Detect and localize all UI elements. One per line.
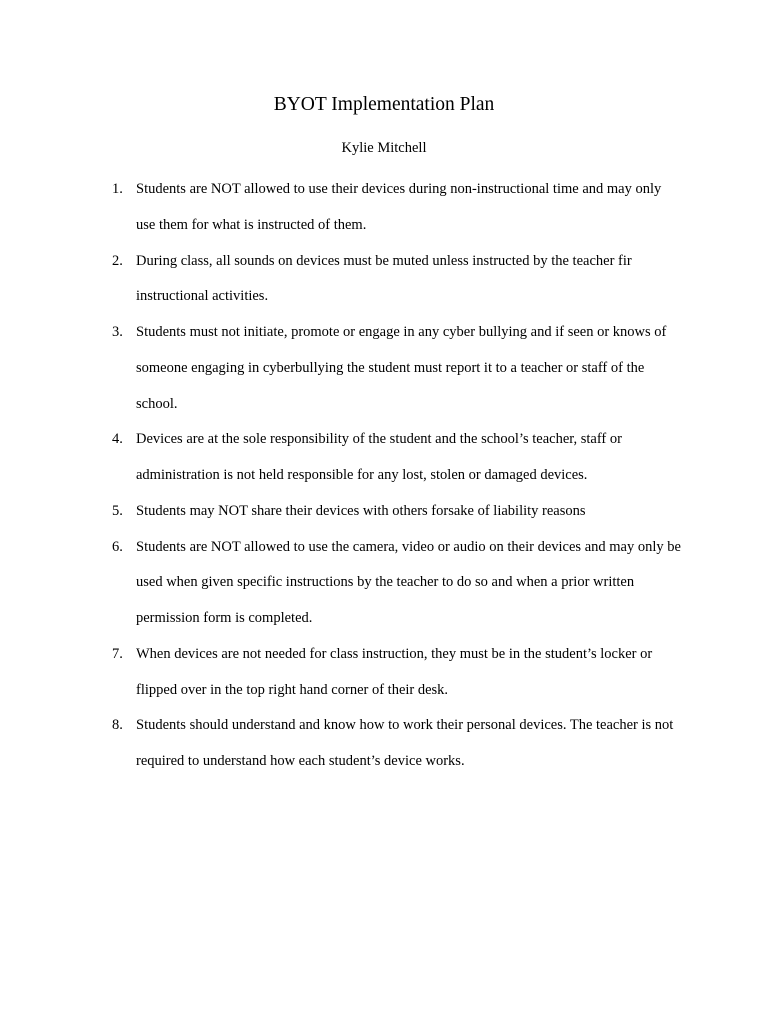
- list-item: [0, 530, 768, 637]
- list-item-number: 4.: [112, 431, 123, 448]
- list-item-number: 3.: [112, 324, 123, 340]
- document-title: BYOT Implementation Plan: [273, 94, 495, 115]
- list-item-text: Students should understand and know how to work their personal devices. The teacher is not required to understand how each student’s device works.: [136, 717, 674, 769]
- list-item: [0, 422, 768, 494]
- list-item-number: 6.: [112, 538, 123, 555]
- list-item-text: Students must not initiate, promote or engage in any cyber bullying and if seen or knows of someone engaging in cyberbullying the student must report it to a teacher or staff of the school.: [136, 324, 667, 412]
- list-item-text: Students are NOT allowed to use the camera, video or audio on their devices and may only be used when given specific instructions by the teacher to do so and when a prior written permission form is completed.: [136, 538, 681, 626]
- list-item-text: During class, all sounds on devices must be muted unless instructed by the teacher fir instructional activities.: [136, 252, 632, 305]
- list-item: [0, 708, 768, 780]
- list-item: [0, 172, 768, 244]
- list-item-text: Devices are at the sole responsibility of the student and the school’s teacher, staff or administration is not held responsible for any lost, stolen or damaged devices.: [136, 431, 622, 483]
- list-item-number: 7.: [112, 645, 123, 662]
- list-item-number: 2.: [112, 252, 123, 269]
- list-item-number: 1.: [112, 181, 123, 197]
- implementation-rules-list: [0, 172, 768, 780]
- list-item-text: Students are NOT allowed to use their devices during non-instructional time and may only use them for what is instructed of them.: [136, 181, 662, 233]
- document-author: Kylie Mitchell: [341, 140, 427, 156]
- list-item: [0, 637, 768, 709]
- list-item: [0, 315, 768, 422]
- list-item-text: Students may NOT share their devices with others forsake of liability reasons: [136, 502, 586, 519]
- list-item-number: 5.: [112, 502, 123, 519]
- list-item: [0, 244, 768, 316]
- list-item-text: When devices are not needed for class instruction, they must be in the student’s locker or flipped over in the top right hand corner of their desk.: [136, 645, 653, 698]
- list-item: [0, 494, 768, 530]
- list-item-number: 8.: [112, 717, 123, 734]
